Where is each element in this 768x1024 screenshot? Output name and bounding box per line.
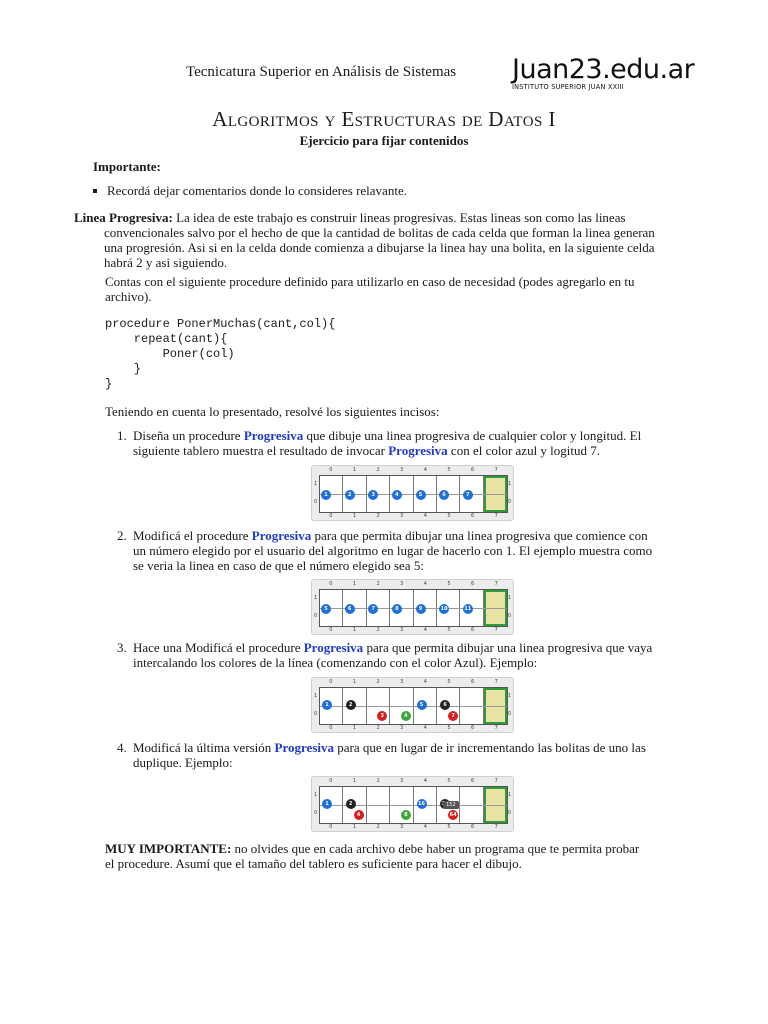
row-label: 0 [314, 711, 318, 717]
col-label: 1 [352, 513, 357, 519]
teniendo-paragraph: Teniendo en cuenta lo presentado, resolvé los siguientes incisos: [105, 404, 440, 419]
item-text: con el color azul y logitud 7. [447, 443, 601, 458]
col-label: 1 [352, 467, 357, 473]
blue-ball: 8 [392, 604, 402, 614]
col-label: 1 [352, 679, 357, 685]
black-ball: 2 [346, 700, 356, 710]
bullet-item [93, 183, 407, 198]
col-label: 5 [447, 679, 451, 685]
item-text: Diseña un procedure [133, 428, 244, 443]
blue-ball: 6 [345, 604, 355, 614]
bullet-text: Recordá dejar comentarios donde lo consideres relavante. [107, 183, 407, 198]
col-label: 0 [329, 778, 333, 784]
col-label: 4 [423, 513, 427, 519]
muy-text-1: no olvides que en cada archivo debe haber un programa que te permita probar [231, 841, 640, 856]
cell-tooltip: 152 [443, 801, 459, 809]
col-label: 5 [447, 581, 451, 587]
col-label: 5 [447, 513, 451, 519]
col-label: 6 [470, 824, 475, 830]
item-number: 2. [117, 528, 127, 543]
col-label: 1 [352, 824, 357, 830]
col-label: 2 [376, 513, 380, 519]
blue-ball: 11 [464, 606, 472, 612]
item-text: siguiente tablero muestra el resultado de invocar [133, 443, 389, 458]
col-label: 3 [400, 513, 404, 519]
page-title: Algoritmos y Estructuras de Datos I [212, 107, 556, 131]
logo[interactable] [512, 54, 695, 91]
contas-text-2: archivo). [105, 289, 152, 304]
row-label: 0 [507, 613, 511, 619]
item-text: un número elegido por el usuario del algoritmo en lugar de hacerlo con 1. El ejemplo muestra como [133, 543, 653, 558]
col-label: 6 [470, 679, 475, 685]
item-text: Modificá la última versión [133, 740, 275, 755]
contas-text-1: Contas con el siguiente procedure definido para utilizarlo en caso de necesidad (podes agregarlo en tu [105, 274, 635, 289]
col-label: 1 [352, 581, 357, 587]
blue-ball: 3 [368, 490, 378, 500]
item-text: para que en lugar de ir incrementando las bolitas de uno las [333, 740, 646, 755]
green-ball: 4 [401, 711, 411, 721]
muy-importante-paragraph [105, 841, 697, 871]
col-label: 5 [447, 778, 451, 784]
item-text: para que permita dibujar una linea progresiva que vaya [363, 640, 653, 655]
col-label: 6 [470, 627, 475, 633]
gobstones-board-2 [311, 579, 514, 635]
importante-heading: Importante: [93, 159, 161, 174]
red-ball: 4 [354, 810, 364, 820]
blue-ball: 10 [440, 606, 448, 612]
row-label: 1 [507, 481, 511, 487]
code-block: procedure PonerMuchas(cant,col){ repeat(cant){ Poner(col) } } [105, 317, 336, 391]
row-label: 1 [314, 792, 318, 798]
col-label: 4 [423, 627, 427, 633]
muy-text-2: el procedure. Asumí que el tamaño del tablero es suficiente para hacer el dibujo. [105, 856, 522, 871]
col-label: 2 [376, 778, 380, 784]
col-labels-bottom [319, 627, 508, 633]
gobstones-board-4 [311, 776, 514, 832]
muy-importante-label: MUY IMPORTANTE: [105, 841, 232, 856]
item-text: para que permita dibujar una linea progresiva que comience con [311, 528, 648, 543]
keyword-progresiva: Progresiva [251, 528, 312, 543]
col-label: 7 [494, 824, 498, 830]
row-label: 1 [314, 595, 318, 601]
keyword-progresiva: Progresiva [274, 740, 334, 755]
row-label: 1 [507, 595, 511, 601]
col-label: 3 [400, 725, 404, 731]
col-label: 2 [376, 725, 380, 731]
col-label: 3 [400, 824, 404, 830]
col-label: 2 [376, 581, 380, 587]
red-ball: 3 [377, 711, 387, 721]
contas-paragraph [105, 274, 695, 304]
col-label: 3 [400, 467, 404, 473]
linea-text-4: habrá 2 y asi siguiendo. [104, 255, 228, 270]
col-label: 4 [423, 581, 427, 587]
red-ball: 7 [448, 711, 458, 721]
blue-ball: 9 [416, 604, 426, 614]
page-subtitle: Ejercicio para fijar contenidos [299, 133, 469, 148]
col-label: 7 [494, 725, 498, 731]
col-label: 1 [352, 725, 357, 731]
col-label: 0 [329, 679, 333, 685]
blue-ball: 6 [439, 490, 449, 500]
col-label: 7 [494, 627, 498, 633]
linea-text-1: La idea de este trabajo es construir lineas progresivas. Estas lineas son como las lineas [176, 210, 626, 225]
blue-ball: 1 [322, 799, 332, 809]
item-text: Hace una Modificá el procedure [133, 640, 304, 655]
col-label: 3 [400, 581, 404, 587]
blue-ball: 5 [321, 604, 331, 614]
col-label: 5 [447, 725, 451, 731]
keyword-progresiva: Progresiva [303, 640, 364, 655]
col-label: 7 [494, 581, 498, 587]
col-labels-top [319, 581, 508, 587]
row-label: 0 [314, 499, 318, 505]
col-label: 3 [400, 679, 404, 685]
gobstones-board-1 [311, 465, 514, 521]
red-ball: 64 [449, 812, 457, 818]
col-label: 0 [329, 824, 333, 830]
row-label: 0 [507, 711, 511, 717]
blue-ball: 7 [463, 490, 473, 500]
row-label: 1 [507, 792, 511, 798]
col-label: 6 [470, 725, 475, 731]
blue-ball: 5 [417, 700, 427, 710]
col-label: 3 [400, 778, 404, 784]
bullet-icon [93, 189, 97, 193]
linea-progresiva-paragraph [74, 210, 694, 270]
keyword-progresiva: Progresiva [388, 443, 448, 458]
blue-ball: 1 [322, 700, 332, 710]
blue-ball: 4 [392, 490, 402, 500]
item-number: 3. [117, 640, 127, 655]
col-labels-top [319, 467, 508, 473]
linea-label: Linea Progresiva: [74, 210, 173, 225]
col-label: 0 [329, 581, 333, 587]
col-label: 4 [423, 725, 427, 731]
keyword-progresiva: Progresiva [243, 428, 304, 443]
col-label: 4 [423, 467, 427, 473]
col-label: 6 [470, 778, 475, 784]
col-label: 4 [423, 679, 427, 685]
col-label: 1 [352, 778, 357, 784]
row-label: 1 [314, 693, 318, 699]
exercise-item-3 [117, 640, 697, 670]
logo-text: Juan23.edu.ar [512, 54, 695, 85]
col-label: 3 [400, 627, 404, 633]
col-label: 1 [352, 627, 357, 633]
item-text: que dibuje una linea progresiva de cualquier color y longitud. El [303, 428, 642, 443]
col-label: 2 [376, 467, 380, 473]
blue-ball: 5 [416, 490, 426, 500]
col-labels-bottom [319, 725, 508, 731]
row-label: 0 [314, 613, 318, 619]
col-labels-bottom [319, 513, 508, 519]
col-labels-top [319, 778, 508, 784]
col-label: 5 [447, 824, 451, 830]
exercise-item-2 [117, 528, 697, 573]
col-label: 0 [329, 467, 333, 473]
logo-subtext: INSTITUTO SUPERIOR JUAN XXIII [512, 83, 624, 91]
col-label: 5 [447, 627, 451, 633]
row-label: 0 [507, 810, 511, 816]
row-label: 1 [314, 481, 318, 487]
col-label: 2 [376, 679, 380, 685]
blue-ball: 2 [345, 490, 355, 500]
exercise-item-1 [117, 428, 697, 458]
col-label: 6 [470, 513, 475, 519]
col-label: 7 [494, 467, 498, 473]
col-label: 2 [376, 824, 380, 830]
item-text: Modificá el procedure [133, 528, 252, 543]
blue-ball: 16 [418, 801, 425, 807]
row-label: 1 [507, 693, 511, 699]
col-label: 5 [447, 467, 451, 473]
green-ball: 8 [401, 810, 411, 820]
row-label: 0 [314, 810, 318, 816]
black-ball: 6 [440, 700, 450, 710]
black-ball: 2 [346, 799, 356, 809]
col-label: 6 [470, 581, 475, 587]
col-labels-top [319, 679, 508, 685]
linea-text-2: convencionales salvo por el hecho de que la cantidad de bolitas de cada celda que forman la linea generan [104, 225, 655, 240]
item-text: se veria la linea en caso de que el número elegido sea 5: [133, 558, 424, 573]
item-number: 1. [117, 428, 127, 443]
gobstones-board-3 [311, 677, 514, 733]
linea-text-3: una progresión. Asi si en la celda donde comienza a dibujarse la linea hay una bolita, en la siguiente celda [104, 240, 655, 255]
item-number: 4. [117, 740, 127, 755]
institution-name: Tecnicatura Superior en Análisis de Sistemas [186, 64, 457, 80]
col-label: 7 [494, 513, 498, 519]
col-label: 0 [329, 627, 333, 633]
col-label: 4 [423, 778, 427, 784]
col-label: 0 [329, 725, 333, 731]
row-label: 0 [507, 499, 511, 505]
col-label: 7 [494, 778, 498, 784]
item-text: duplique. Ejemplo: [133, 755, 233, 770]
blue-ball: 1 [321, 490, 331, 500]
exercise-item-4 [117, 740, 697, 770]
col-label: 0 [329, 513, 333, 519]
col-labels-bottom [319, 824, 508, 830]
item-text: intercalando los colores de la línea (comenzando con el color Azul). Ejemplo: [133, 655, 538, 670]
col-label: 2 [376, 627, 380, 633]
col-label: 6 [470, 467, 475, 473]
col-label: 4 [423, 824, 427, 830]
col-label: 7 [494, 679, 498, 685]
blue-ball: 7 [368, 604, 378, 614]
